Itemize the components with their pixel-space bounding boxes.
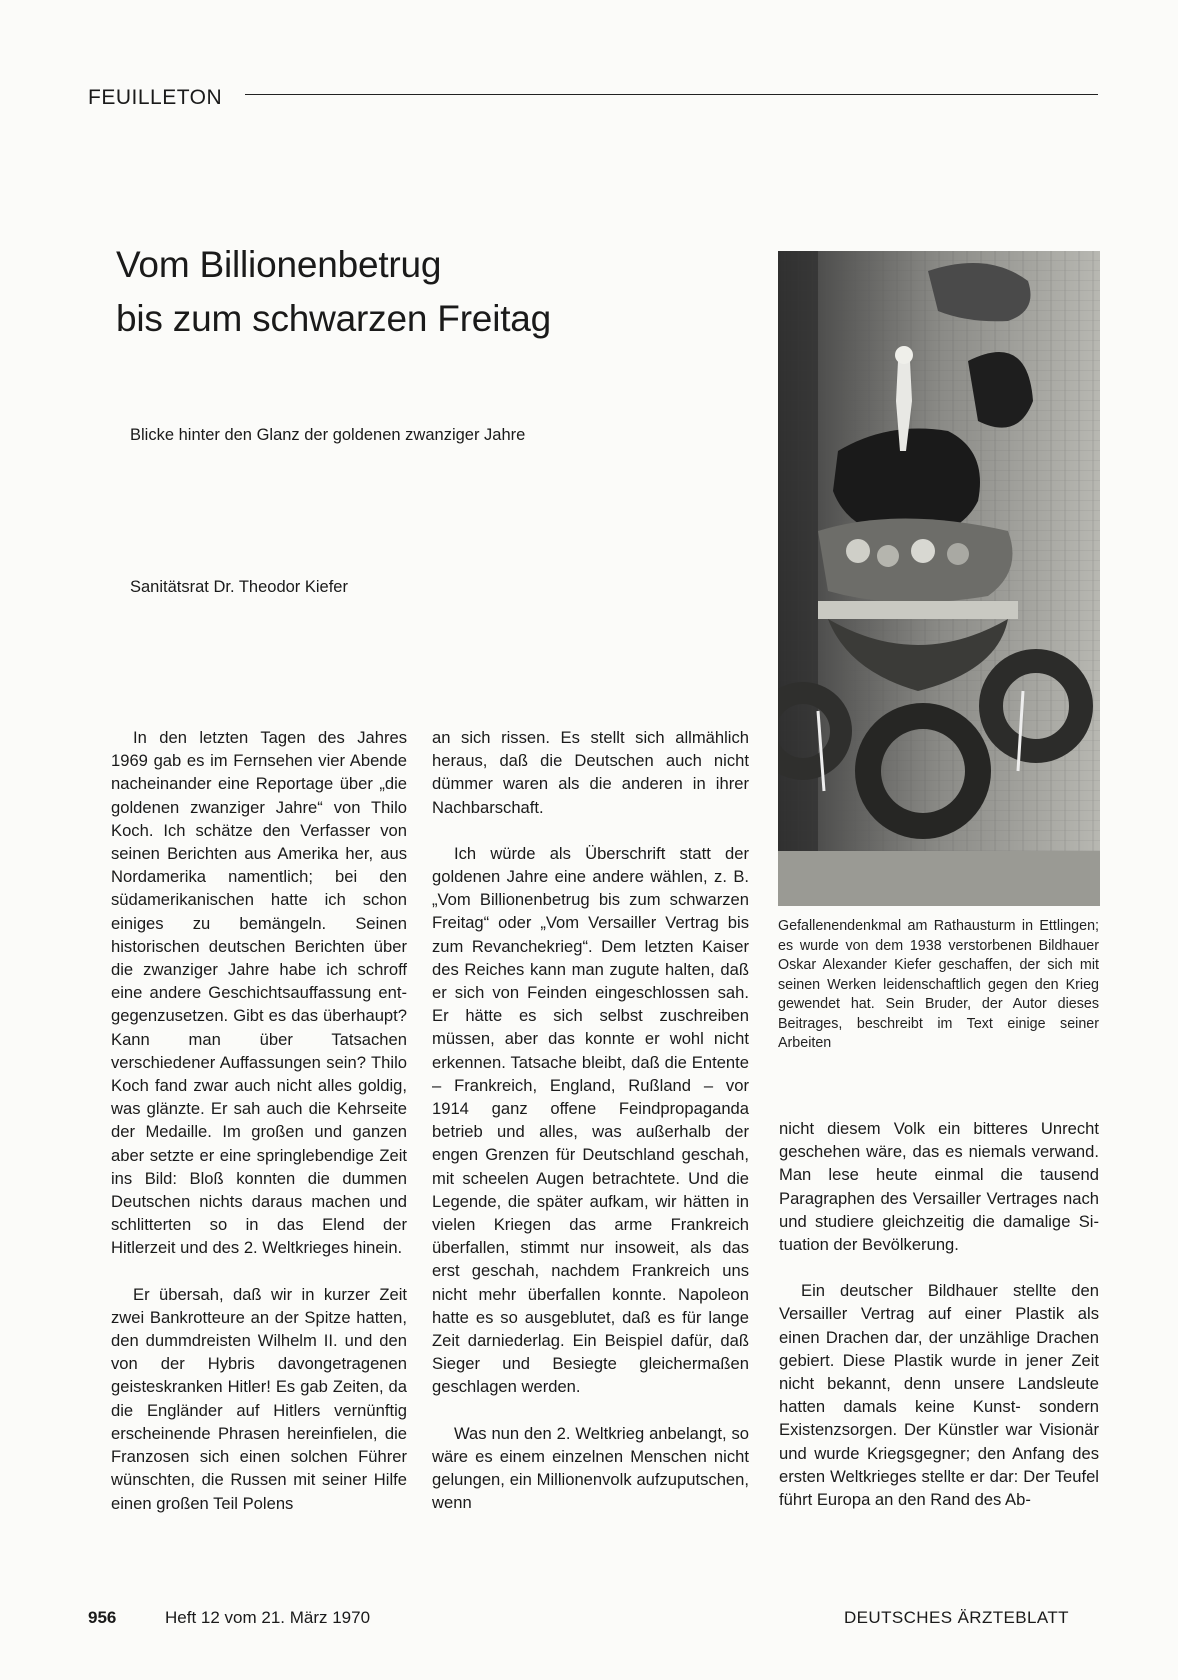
article-title: [116, 238, 736, 346]
text-column-2: [432, 726, 749, 1515]
paragraph: Was nun den 2. Weltkrieg anbelangt, so wäre es einem einzelnen Menschen nicht gelungen, ein Millionenvolk aufzuputschen, wenn: [432, 1423, 749, 1513]
memorial-photo: [778, 251, 1100, 906]
journal-name: DEUTSCHES ÄRZTEBLATT: [844, 1608, 1069, 1627]
page-number: 956: [88, 1608, 117, 1627]
paragraph: Ich würde als Überschrift statt der goldenen Jahre eine andere wählen, z. B. „Vom Billionenbetrug bis zum schwarzen Freitag“ oder „Vom Versailler Vertrag bis zum Revanchekrieg“. Dem letzten Kaiser des Reiches kann man zugute halten, daß er sich von Feinden eingeschlossen sah. Er hätte es sich selbst zuschreiben müssen, aber das konnte er wohl nicht erkennen. Tatsache bleibt, daß die Entente – Frankreich, England, Rußland – vor 1914 ganz offene Feindpropaganda betrieb und alles, was außerhalb der engen Grenzen für Deutschland geschah, mit scheelen Augen betrachtete. Und die Legende, die später aufkam, wir hätten in vielen Kriegen das arme Frankreich überfallen, stimmt nur insoweit, als das erst geschah, nachdem Frankreich uns nicht mehr überfallen konnte. Napoleon hatte es so ausgeblutet, daß es für lange Zeit darniederlag. Ein Beispiel dafür, daß Sieger und Besiegte gleichermaßen geschlagen werden.: [432, 843, 749, 1397]
article-author: Sanitätsrat Dr. Theodor Kiefer: [130, 578, 348, 596]
article-subtitle: Blicke hinter den Glanz der goldenen zwanziger Jahre: [130, 426, 526, 444]
paragraph: Ein deutscher Bildhauer stellte den Versailler Vertrag auf einer Plastik als einen Drachen dar, der unzählige Drachen gebiert. Diese Plastik wurde in jener Zeit nicht bekannt, denn unsere Landsleute hatten damals keine Kunst- sondern Existenzsorgen. Der Künstler war Visionär und wurde Kriegsgegner; den Anfang des ersten Weltkrieges stellte er dar: Der Teufel führt Europa an den Rand des Ab-: [779, 1281, 1099, 1510]
paragraph: In den letzten Tagen des Jahres 1969 gab es im Fernsehen vier Abende nacheinander eine Reportage über „die goldenen zwanziger Jahre“ von Thilo Koch. Ich schätze den Verfasser von seinen Berichten aus Amerika her, aus Nordamerika namentlich; bei den südamerikanischen hatte ich schon einiges zu bemängeln. Seinen historischen deutschen Berichten über die zwanziger Jahre habe ich schroff eine andere Geschichtsauffassung entgegenzusetzen. Gibt es das überhaupt? Kann man über Tatsachen verschiedener Auffassungen sein? Thilo Koch fand zwar auch nicht alles goldig, was glänzte. Er sah auch die Kehrseite der Medaille. Im großen und ganzen aber setzte er eine springlebendige Zeit ins Bild: Bloß konnten die dummen Deutschen nichts daraus machen und schlitterten so in das Elend der Hitlerzeit und des 2. Weltkrieges hinein.: [111, 728, 407, 1258]
paragraph: Er übersah, daß wir in kurzer Zeit zwei Bankrotteure an der Spitze hatten, den dummdreisten Wilhelm II. und den von der Hybris davongetragenen geisteskranken Hitler! Es gab Zeiten, da die Engländer auf Hitlers vernünftig erscheinende Phrasen hereinfielen, die Franzosen sich einen solchen Führer wünschten, die Russen mit seiner Hilfe einen großen Teil Polens: [111, 1284, 407, 1513]
paragraph: an sich rissen. Es stellt sich allmählich heraus, daß die Deutschen auch nicht dümmer waren als die anderen in ihrer Nachbarschaft.: [432, 728, 749, 817]
text-column-1: [111, 726, 407, 1515]
photo-caption: Gefallenendenkmal am Rathausturm in Ettlingen; es wurde von dem 1938 verstorbenen Bildhauer Oskar Alexander Kiefer geschaffen, der sich mit seinen Werken leidenschaftlich gegen den Krieg gewendet hat. Sein Bruder, der Autor dieses Beitrages, beschreibt im Text einige seiner Arbeiten: [778, 918, 1099, 1051]
paragraph: nicht diesem Volk ein bitteres Unrecht geschehen wäre, das es niemals verwand. Man lese heute einmal die tausend Paragraphen des Versailler Vertrages nach und studiere gleichzeitig die damalige Situation der Bevölkerung.: [779, 1119, 1099, 1255]
issue-info: Heft 12 vom 21. März 1970: [165, 1608, 371, 1627]
section-label: FEUILLETON: [88, 86, 223, 109]
title-line-2: bis zum schwarzen Freitag: [116, 298, 552, 339]
text-column-3: [779, 1117, 1099, 1511]
title-line-1: Vom Billionenbetrug: [116, 244, 442, 285]
header-rule: [245, 94, 1098, 95]
